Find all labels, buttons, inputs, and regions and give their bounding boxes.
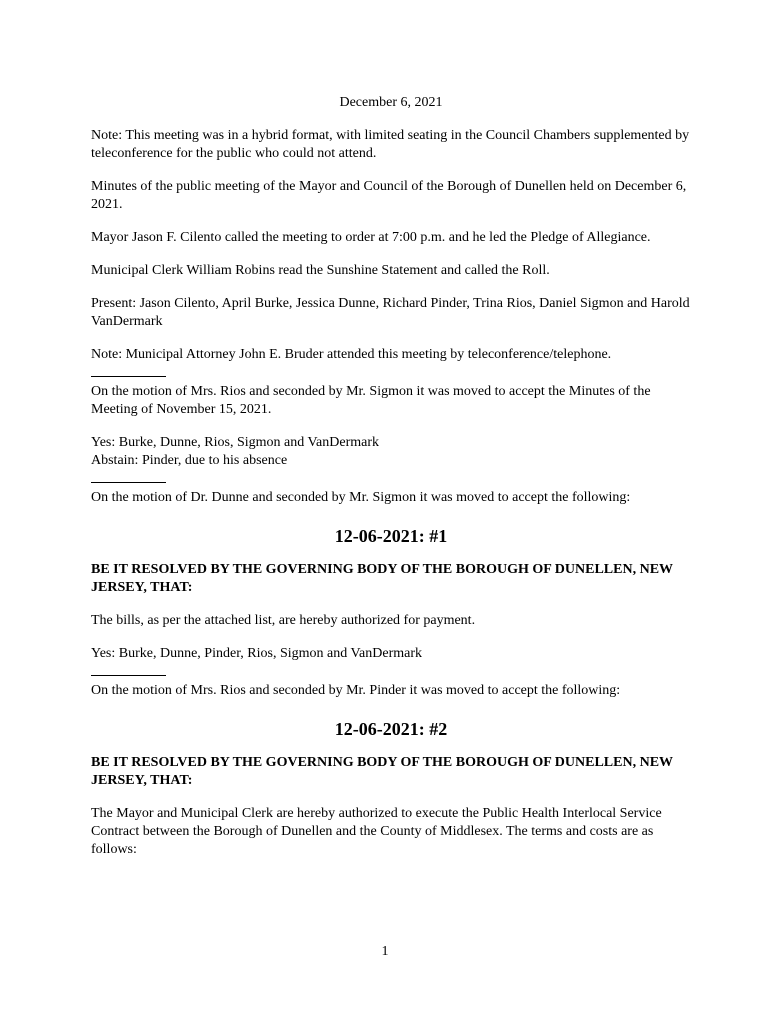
resolution-2-heading: BE IT RESOLVED BY THE GOVERNING BODY OF THE BOROUGH OF DUNELLEN, NEW JERSEY, THAT:	[91, 755, 673, 788]
resolution-2-body: The Mayor and Municipal Clerk are hereby authorized to execute the Public Health Interlocal Service Contract between the Borough of Dunellen and the County of Middlesex. The terms and costs are as follows:	[91, 806, 662, 857]
motion-minutes: On the motion of Mrs. Rios and seconded by Mr. Sigmon it was moved to accept the Minutes of the Meeting of November 15, 2021.	[91, 384, 651, 417]
resolution-1-heading: BE IT RESOLVED BY THE GOVERNING BODY OF THE BOROUGH OF DUNELLEN, NEW JERSEY, THAT:	[91, 562, 673, 595]
present-list: Present: Jason Cilento, April Burke, Jessica Dunne, Richard Pinder, Trina Rios, Daniel Sigmon and Harold VanDermark	[91, 296, 690, 329]
resolution-1-vote: Yes: Burke, Dunne, Pinder, Rios, Sigmon and VanDermark	[91, 646, 423, 661]
call-to-order: Mayor Jason F. Cilento called the meeting to order at 7:00 p.m. and he led the Pledge of Allegiance.	[91, 230, 651, 245]
resolution-2-title: 12-06-2021: #2	[334, 719, 448, 739]
document-body	[91, 94, 691, 874]
note-attorney: Note: Municipal Attorney John E. Bruder attended this meeting by teleconference/telephone.	[91, 347, 612, 362]
page-number: 1	[381, 944, 389, 959]
vote-yes: Yes: Burke, Dunne, Rios, Sigmon and VanDermark	[91, 435, 380, 450]
separator-rule	[91, 376, 166, 377]
motion-res2: On the motion of Mrs. Rios and seconded by Mr. Pinder it was moved to accept the following:	[91, 683, 621, 698]
note-hybrid: Note: This meeting was in a hybrid format, with limited seating in the Council Chambers supplemented by teleconference for the public who could not attend.	[91, 128, 690, 161]
resolution-1-body: The bills, as per the attached list, are hereby authorized for payment.	[91, 613, 476, 628]
vote-minutes	[91, 434, 691, 470]
resolution-1-title: 12-06-2021: #1	[334, 526, 448, 546]
separator-rule	[91, 675, 166, 676]
minutes-intro: Minutes of the public meeting of the Mayor and Council of the Borough of Dunellen held on December 6, 2021.	[91, 179, 687, 212]
motion-res1: On the motion of Dr. Dunne and seconded by Mr. Sigmon it was moved to accept the following:	[91, 490, 631, 505]
separator-rule	[91, 482, 166, 483]
sunshine-statement: Municipal Clerk William Robins read the Sunshine Statement and called the Roll.	[91, 263, 550, 278]
meeting-date: December 6, 2021	[339, 95, 443, 110]
vote-abstain: Abstain: Pinder, due to his absence	[91, 453, 288, 468]
